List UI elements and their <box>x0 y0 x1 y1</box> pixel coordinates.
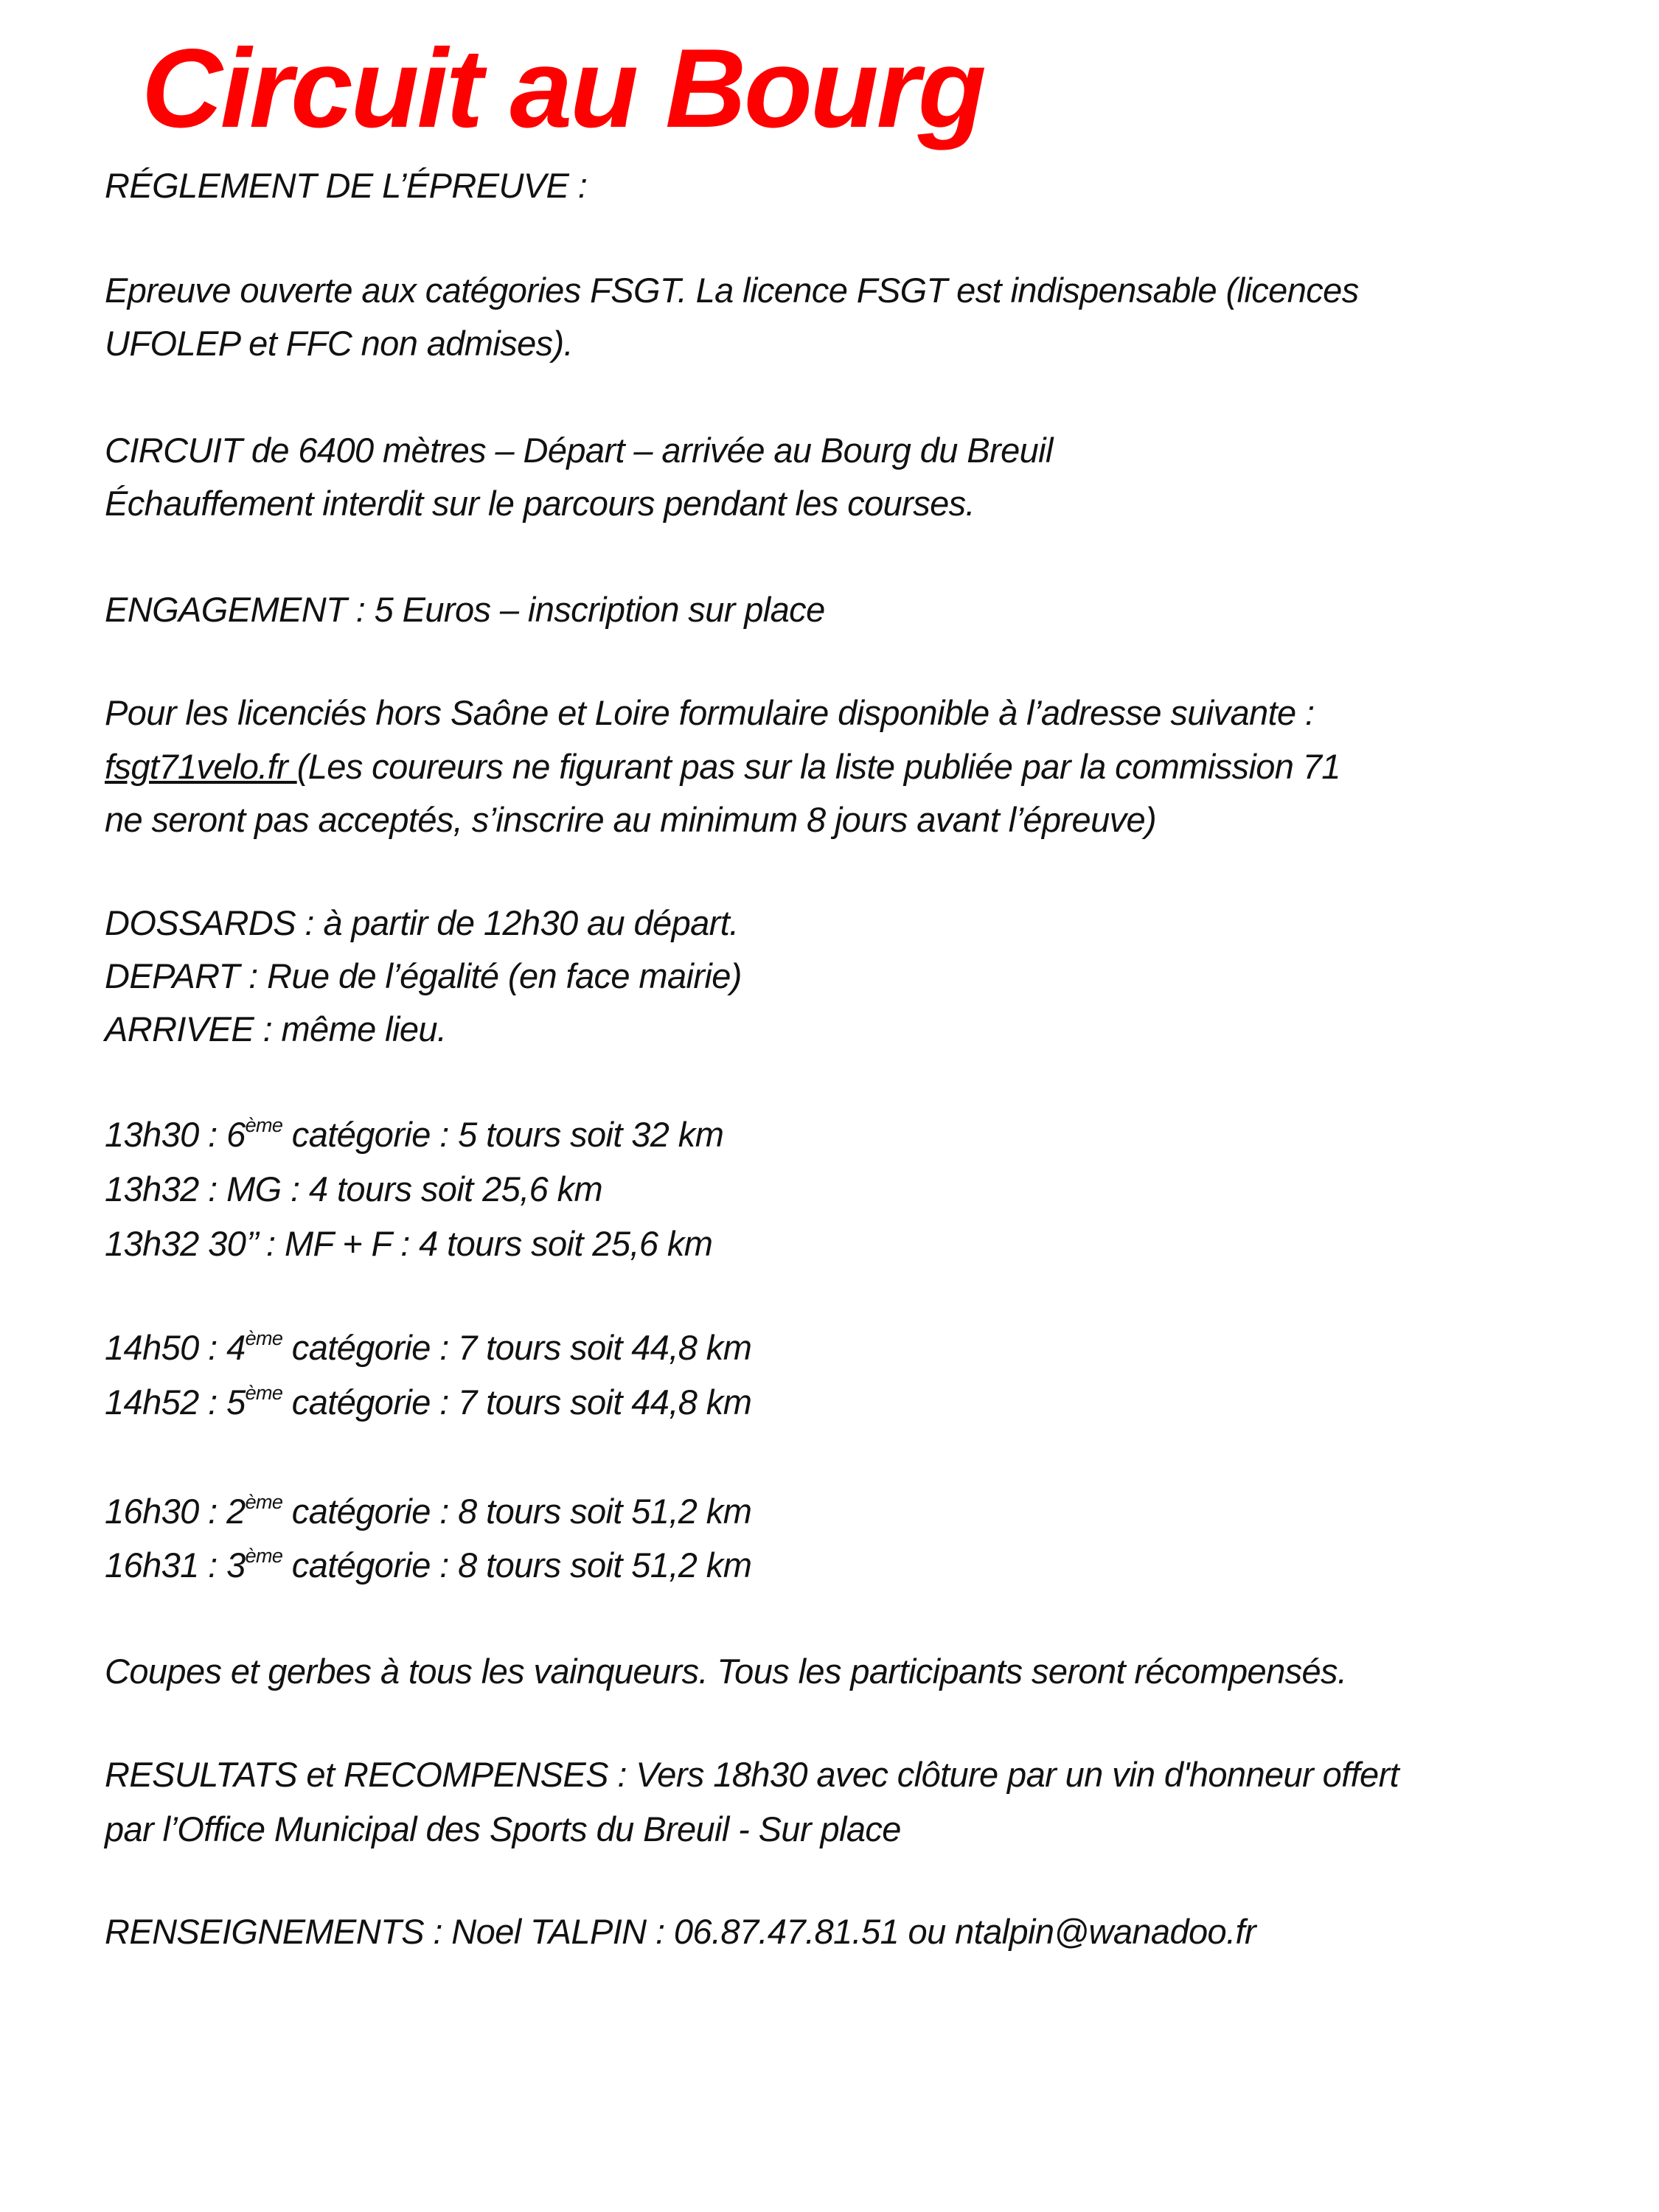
schedule-text: catégorie : 8 tours soit 51,2 km <box>282 1545 752 1585</box>
schedule-text: catégorie : 7 tours soit 44,8 km <box>282 1328 752 1367</box>
rules-heading: RÉGLEMENT DE L’ÉPREUVE : <box>105 166 588 205</box>
contact-line: RENSEIGNEMENTS : Noel TALPIN : 06.87.47.81.51 ou ntalpin@wanadoo.fr <box>105 1912 1256 1951</box>
schedule-text: 16h30 : 2 <box>105 1492 246 1531</box>
schedule-item <box>105 1376 751 1429</box>
schedule-text: 13h32 : MG : 4 tours soit 25,6 km <box>105 1169 603 1208</box>
schedule-ordinal: ème <box>245 1545 283 1567</box>
schedule-text: 14h52 : 5 <box>105 1382 246 1422</box>
schedule-text: catégorie : 7 tours soit 44,8 km <box>282 1382 752 1422</box>
prizes-line: Coupes et gerbes à tous les vainqueurs. Tous les participants seront récompensés. <box>105 1652 1347 1691</box>
schedule-text: 13h30 : 6 <box>105 1115 246 1154</box>
depart-line: DEPART : Rue de l’égalité (en face mairie) <box>105 956 742 995</box>
schedule-item <box>105 1539 751 1592</box>
schedule-ordinal: ème <box>245 1327 283 1349</box>
intro-line-1: Epreuve ouverte aux catégories FSGT. La licence FSGT est indispensable (licences <box>105 271 1359 310</box>
licencies-line-2-text: (Les coureurs ne figurant pas sur la liste publiée par la commission 71 <box>296 747 1340 786</box>
arrivee-line: ARRIVEE : même lieu. <box>105 1009 447 1048</box>
licencies-line-1: Pour les licenciés hors Saône et Loire formulaire disponible à l’adresse suivante : <box>105 693 1315 732</box>
licencies-line-3: ne seront pas acceptés, s’inscrire au minimum 8 jours avant l’épreuve) <box>105 800 1157 839</box>
page-title: Circuit au Bourg <box>142 26 984 151</box>
schedule-item <box>105 1485 751 1538</box>
schedule-text: 16h31 : 3 <box>105 1545 246 1585</box>
schedule-ordinal: ème <box>245 1382 283 1404</box>
results-line-2: par l’Office Municipal des Sports du Breuil - Sur place <box>105 1809 901 1848</box>
schedule-text: 14h50 : 4 <box>105 1328 246 1367</box>
circuit-line-2: Échauffement interdit sur le parcours pendant les courses. <box>105 484 975 523</box>
intro-line-2: UFOLEP et FFC non admises). <box>105 324 574 363</box>
schedule-item <box>105 1163 602 1216</box>
fsgt71velo-link[interactable]: fsgt71velo.fr <box>105 747 297 786</box>
schedule-item <box>105 1108 723 1161</box>
schedule-text: catégorie : 8 tours soit 51,2 km <box>282 1492 752 1531</box>
results-line-1: RESULTATS et RECOMPENSES : Vers 18h30 avec clôture par un vin d'honneur offert <box>105 1755 1399 1794</box>
circuit-line-1: CIRCUIT de 6400 mètres – Départ – arrivée au Bourg du Breuil <box>105 431 1053 470</box>
dossards-line: DOSSARDS : à partir de 12h30 au départ. <box>105 903 739 942</box>
schedule-ordinal: ème <box>245 1114 283 1136</box>
schedule-text: 13h32 30’’ : MF + F : 4 tours soit 25,6 km <box>105 1224 713 1263</box>
licencies-line-2 <box>105 740 1340 793</box>
schedule-item <box>105 1217 712 1270</box>
schedule-ordinal: ème <box>245 1491 283 1513</box>
engagement-line: ENGAGEMENT : 5 Euros – inscription sur place <box>105 590 825 629</box>
schedule-item <box>105 1321 751 1374</box>
schedule-text: catégorie : 5 tours soit 32 km <box>282 1115 724 1154</box>
